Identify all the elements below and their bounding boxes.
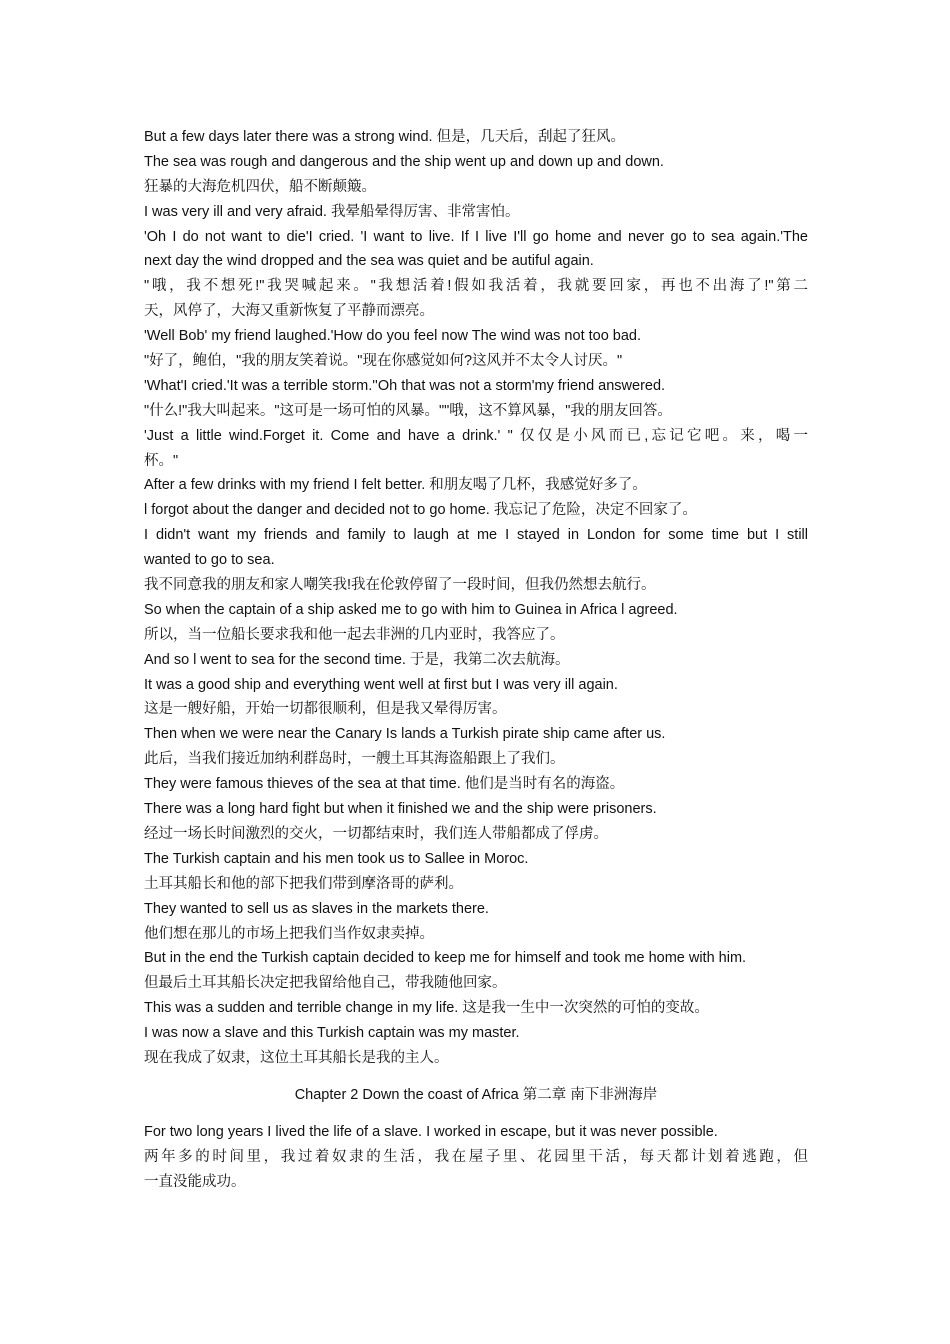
text-line: I didn't want my friends and family to laugh at me I stayed in London for some time but I still — [144, 527, 808, 544]
text-line: So when the captain of a ship asked me to go with him to Guinea in Africa l agreed. — [144, 601, 678, 618]
text-line: 两年多的时间里，我过着奴隶的生活，我在屋子里、花园里干活，每天都计划着逃跑，但 — [144, 1148, 808, 1165]
text-line: 狂暴的大海危机四伏，船不断颠簸。 — [144, 178, 376, 195]
text-line: The sea was rough and dangerous and the ship went up and down up and down. — [144, 153, 664, 170]
text-line: 'What'I cried.'It was a terrible storm.''Oh that was not a storm'my friend answered. — [144, 377, 666, 394]
text-line: But in the end the Turkish captain decided to keep me for himself and took me home with him. — [144, 950, 747, 967]
text-line: 所以，当一位船长要求我和他一起去非洲的几内亚时，我答应了。 — [144, 626, 565, 643]
text-line: 'Oh I do not want to die'I cried. 'I want to live. If I live I'll go home and never go to sea again.'The — [144, 228, 808, 245]
text-line: 现在我成了奴隶，这位土耳其船长是我的主人。 — [144, 1049, 449, 1066]
text-line: The Turkish captain and his men took us to Sallee in Moroc. — [144, 850, 529, 867]
text-line: l forgot about the danger and decided not to go home. 我忘记了危险，决定不回家了。 — [144, 502, 697, 519]
text-line: 他们想在那儿的市场上把我们当作奴隶卖掉。 — [144, 925, 434, 942]
text-line: 土耳其船长和他的部下把我们带到摩洛哥的萨利。 — [144, 875, 463, 892]
text-line: 杯。" — [144, 452, 179, 469]
text-line: "什么!"我大叫起来。"这可是一场可怕的风暴。""哦，这不算风暴，"我的朋友回答。 — [144, 402, 672, 419]
text-line: This was a sudden and terrible change in my life. 这是我一生中一次突然的可怕的变故。 — [144, 1000, 709, 1017]
text-line: 天，风停了，大海又重新恢复了平静而漂亮。 — [144, 303, 434, 320]
text-line: I was very ill and very afraid. 我晕船晕得厉害、非常害怕。 — [144, 203, 520, 220]
text-line: 此后，当我们接近加纳利群岛时，一艘土耳其海盗船跟上了我们。 — [144, 751, 565, 768]
text-line: 'Just a little wind.Forget it. Come and have a drink.' " 仅仅是小风而已,忘记它吧。来，喝一 — [144, 427, 808, 444]
text-line: 但最后土耳其船长决定把我留给他自己，带我随他回家。 — [144, 975, 507, 992]
text-line: They were famous thieves of the sea at that time. 他们是当时有名的海盗。 — [144, 776, 625, 793]
text-line: Then when we were near the Canary Is lands a Turkish pirate ship came after us. — [144, 726, 666, 743]
document-page — [144, 125, 808, 1194]
text-line: It was a good ship and everything went well at first but I was very ill again. — [144, 676, 618, 693]
text-line: next day the wind dropped and the sea was quiet and be autiful again. — [144, 253, 594, 270]
text-block-part2 — [144, 1120, 808, 1195]
text-line: I was now a slave and this Turkish captain was my master. — [144, 1025, 520, 1042]
text-line: There was a long hard fight but when it finished we and the ship were prisoners. — [144, 801, 657, 818]
text-line: For two long years I lived the life of a slave. I worked in escape, but it was never possible. — [144, 1123, 718, 1140]
text-line: But a few days later there was a strong wind. 但是，几天后，刮起了狂风。 — [144, 129, 626, 145]
text-line: After a few drinks with my friend I felt better. 和朋友喝了几杯，我感觉好多了。 — [144, 477, 647, 494]
text-line: 这是一艘好船，开始一切都很顺利，但是我又晕得厉害。 — [144, 701, 507, 718]
text-line: They wanted to sell us as slaves in the markets there. — [144, 900, 489, 917]
chapter-heading: Chapter 2 Down the coast of Africa 第二章 南下非洲海岸 — [294, 1086, 658, 1103]
text-line: 我不同意我的朋友和家人嘲笑我!我在伦敦停留了一段时间，但我仍然想去航行。 — [144, 577, 656, 594]
text-line: 'Well Bob' my friend laughed.'How do you feel now The wind was not too bad. — [144, 328, 642, 345]
text-line: And so l went to sea for the second time. 于是，我第二次去航海。 — [144, 651, 570, 668]
text-line: "哦，我不想死!"我哭喊起来。"我想活着!假如我活着，我就要回家，再也不出海了!"第二 — [144, 278, 808, 295]
text-line: 一直没能成功。 — [144, 1173, 246, 1190]
text-line: wanted to go to sea. — [144, 552, 275, 569]
text-block-part1 — [144, 125, 808, 1071]
text-line: 经过一场长时间激烈的交火，一切都结束时，我们连人带船都成了俘虏。 — [144, 825, 608, 842]
text-line: "好了，鲍伯，"我的朋友笑着说。"现在你感觉如何?这风并不太令人讨厌。" — [144, 353, 623, 370]
